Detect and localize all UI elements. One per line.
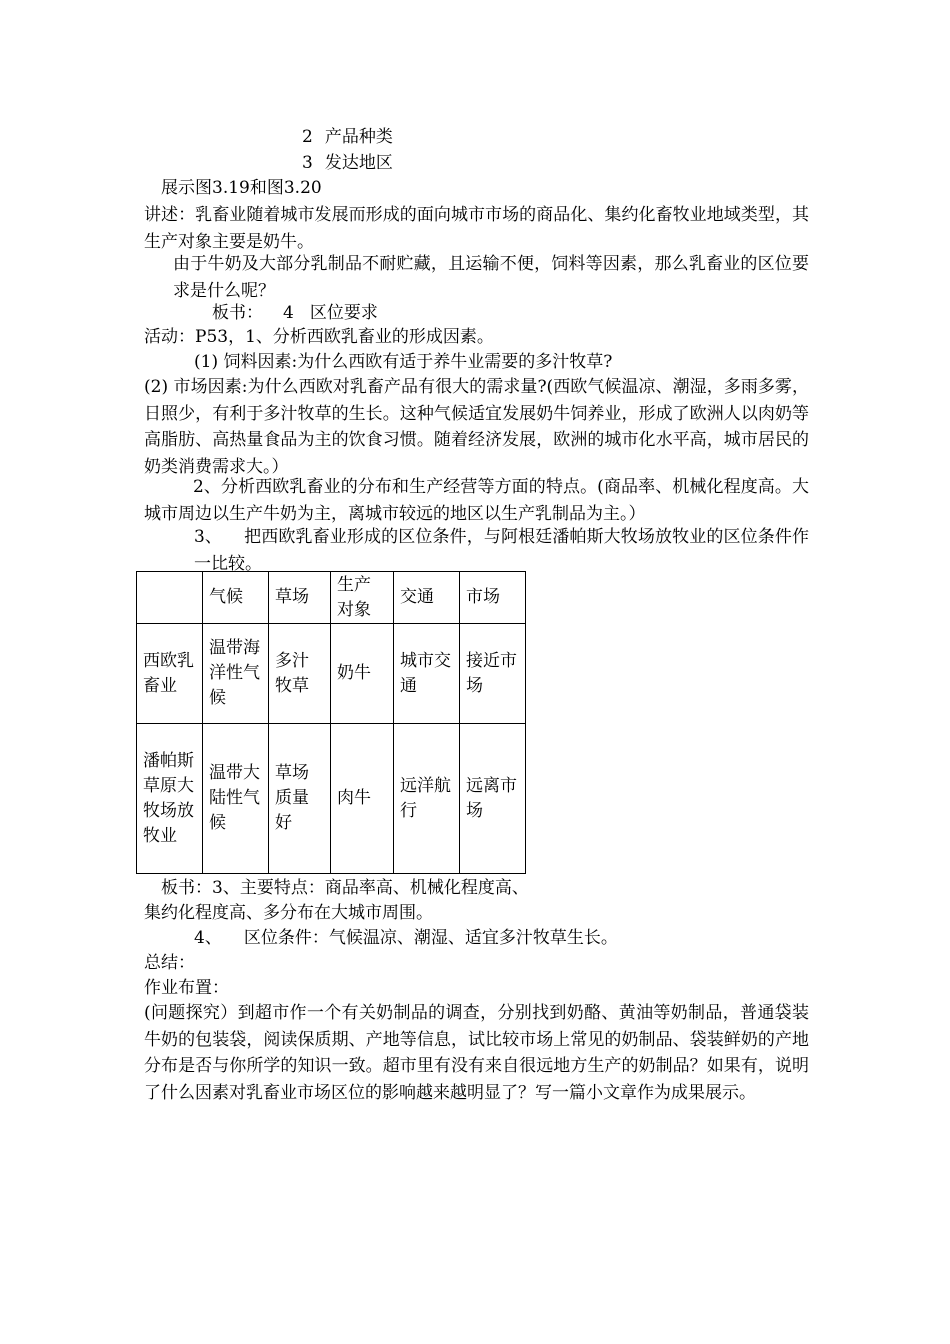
table-cell: 西欧乳畜业 [137, 624, 203, 724]
table-cell: 草场质量好 [269, 724, 331, 874]
table-cell: 潘帕斯草原大牧场放牧业 [137, 724, 203, 874]
question-text: 由于牛奶及大部分乳制品不耐贮藏，且运输不便，饲料等因素，那么乳畜业的区位要求是什么呢？ [173, 254, 809, 301]
board-conditions-line [194, 925, 618, 951]
table-cell: 温带大陆性气候 [203, 724, 269, 874]
table-cell: 多汁牧草 [269, 624, 331, 724]
table-cell: 温带海洋性气候 [203, 624, 269, 724]
board-label: 板书： [212, 303, 263, 323]
lecture-paragraph: 讲述：乳畜业随着城市发展而形成的面向城市市场的商品化、集约化畜牧业地域类型，其生产对象主要是奶牛。 [144, 205, 809, 252]
table-cell: 远洋航行 [394, 724, 460, 874]
table-cell: 奶牛 [331, 624, 394, 724]
table-cell: 远离市场 [460, 724, 526, 874]
outline-text: 发达地区 [324, 153, 393, 173]
conditions-number: 4、 [194, 928, 222, 948]
outline-number: 2 [302, 127, 313, 147]
homework-label: 作业布置： [144, 978, 229, 998]
compare-paragraph [194, 524, 809, 577]
table-cell: 肉牛 [331, 724, 394, 874]
table-row [137, 724, 526, 874]
table-header-row [137, 572, 526, 624]
show-figures-line: 展示图3.19和图3.20 [161, 178, 322, 198]
board-features-line: 板书：3、主要特点：商品率高、机械化程度高、 [161, 878, 529, 898]
board-heading-location [212, 300, 378, 326]
compare-text: 把西欧乳畜业形成的区位条件，与阿根廷潘帕斯大牧场放牧业的区位条件作一比较。 [194, 527, 809, 574]
table-header-cell: 市场 [460, 572, 526, 624]
distribution-paragraph: 2、分析西欧乳畜业的分布和生产经营等方面的特点。(商品率、机械化程度高。大城市周边以生产牛奶为主，离城市较远的地区以生产乳制品为主。） [144, 477, 809, 524]
table-header-cell: 草场 [269, 572, 331, 624]
activity-line: 活动：P53，1、分析西欧乳畜业的形成因素。 [144, 327, 494, 347]
outline-number: 3 [302, 153, 313, 173]
board-number: 4 [283, 303, 294, 323]
homework-paragraph: (问题探究）到超市作一个有关奶制品的调查，分别找到奶酪、黄油等奶制品，普通袋装牛奶的包装袋，阅读保质期、产地等信息，试比较市场上常见的奶制品、袋装鲜奶的产地分布是否与你所学的知识一致。超市里有没有来自很远地方生产的奶制品？如果有，说明了什么因素对乳畜业市场区位的影响越来越明显了？写一篇小文章作为成果展示。 [144, 1003, 809, 1103]
table-header-cell: 生产对象 [331, 572, 394, 624]
table-header-cell [137, 572, 203, 624]
question-paragraph [173, 251, 809, 304]
table-row [137, 624, 526, 724]
board-text: 区位要求 [309, 303, 378, 323]
table-cell: 接近市场 [460, 624, 526, 724]
table-header-cell: 交通 [394, 572, 460, 624]
feed-factor-line: (1) 饲料因素:为什么西欧有适于养牛业需要的多汁牧草? [194, 352, 613, 372]
conditions-text: 区位条件：气候温凉、潮湿、适宜多汁牧草生长。 [243, 928, 618, 948]
outline-text: 产品种类 [324, 127, 393, 147]
comparison-table [136, 571, 526, 874]
market-factor-paragraph: (2) 市场因素:为什么西欧对乳畜产品有很大的需求量?(西欧气候温凉、潮湿，多雨多雾，日照少，有利于多汁牧草的生长。这种气候适宜发展奶牛饲养业，形成了欧洲人以肉奶等高脂肪、高热量食品为主的饮食习惯。随着经济发展，欧洲的城市化水平高，城市居民的奶类消费需求大。） [144, 377, 809, 477]
outline-item-2 [302, 124, 393, 150]
table-header-cell: 气候 [203, 572, 269, 624]
compare-number: 3、 [194, 527, 223, 547]
outline-item-3 [302, 150, 393, 176]
board-features-cont: 集约化程度高、多分布在大城市周围。 [144, 903, 433, 923]
table-cell: 城市交通 [394, 624, 460, 724]
summary-label: 总结： [144, 953, 195, 973]
